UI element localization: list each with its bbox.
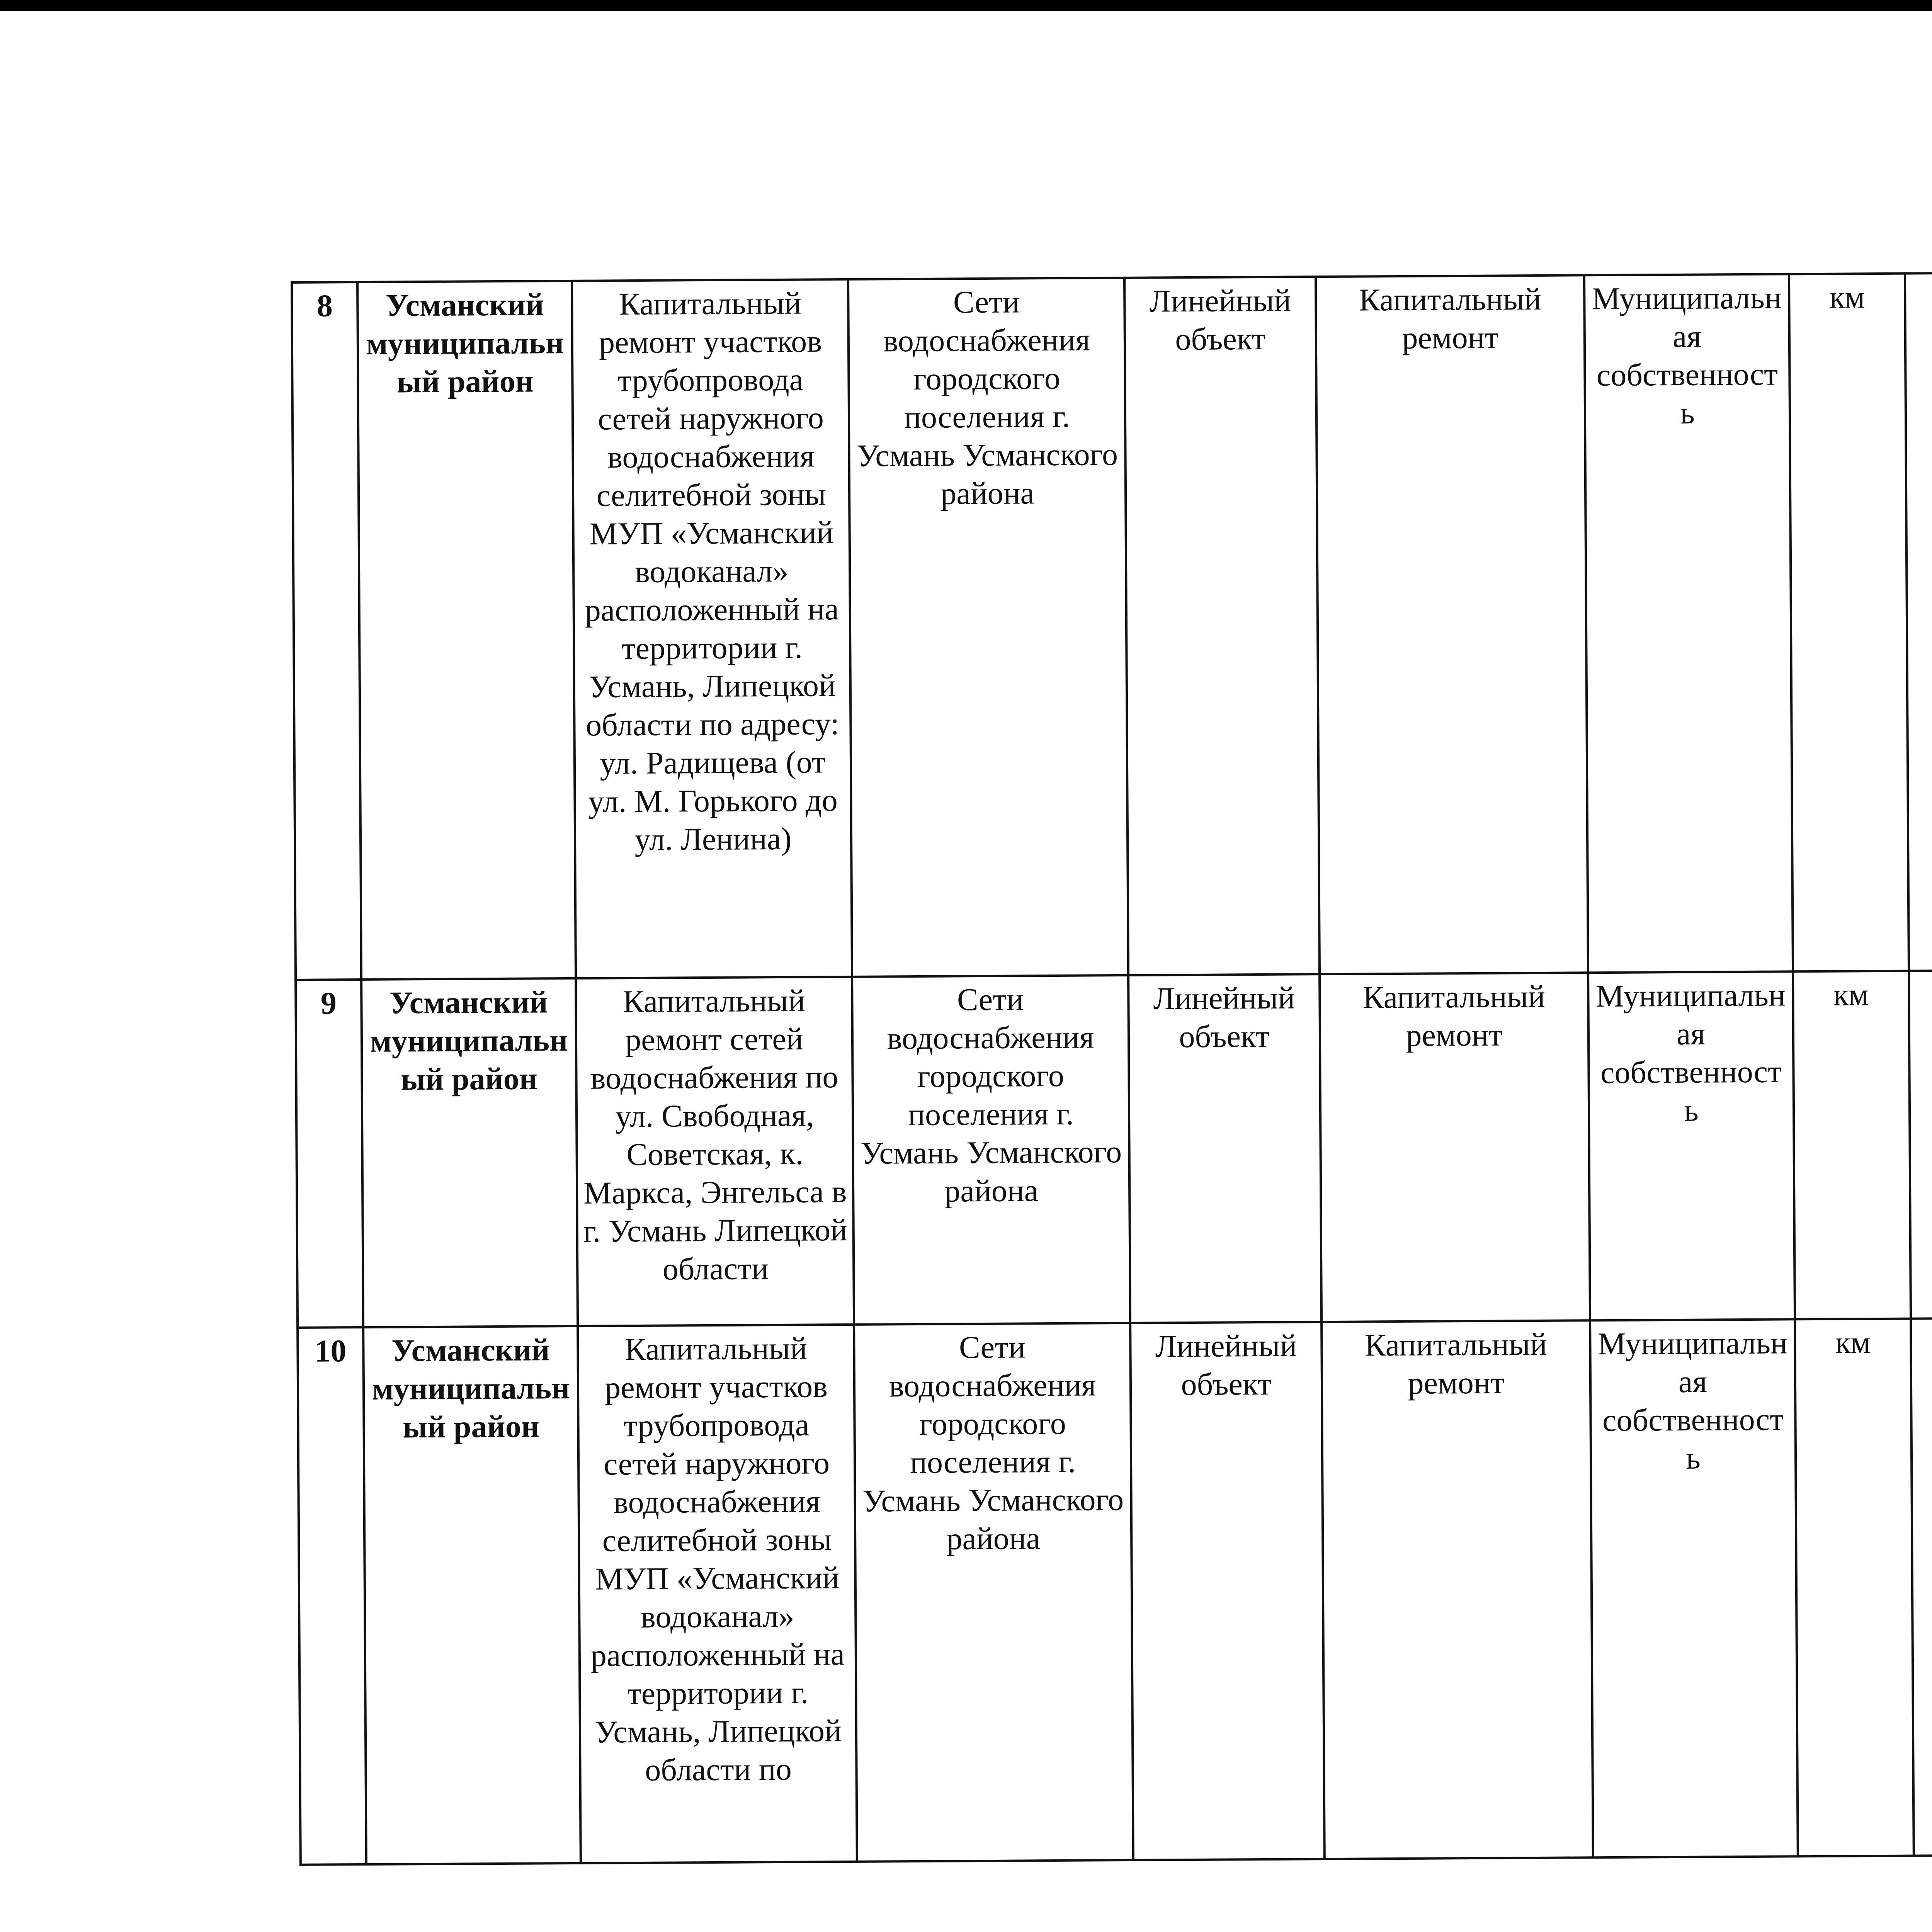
district-cell: Усманский муниципальный район — [363, 1326, 581, 1864]
event-name-cell: Капитальный ремонт участков трубопровода сетей наружного водоснабжения селитебной зоны МУП «Усманский водоканал» расположенный на территории г. Усмань, Липецкой области по — [578, 1325, 857, 1863]
capacity-cell — [1911, 1318, 1932, 1856]
capacity-cell — [1909, 970, 1932, 1319]
object-name-cell: Сети водоснабжения городского поселения г. Усмань Усманского района — [848, 278, 1128, 977]
works-registry-table — [291, 267, 1932, 1866]
unit-cell: км — [1789, 274, 1909, 972]
table-row — [292, 269, 1932, 980]
scan-border-top — [0, 0, 1932, 11]
table-row — [296, 966, 1932, 1328]
ownership-cell: Муниципальная собственность — [1588, 971, 1795, 1320]
district-cell: Усманский муниципальный район — [357, 281, 576, 980]
work-type-cell: Капитальный ремонт — [1316, 275, 1588, 974]
ownership-cell: Муниципальная собственность — [1584, 274, 1793, 973]
row-number-cell: 9 — [296, 980, 363, 1328]
unit-cell: км — [1795, 1319, 1914, 1857]
ownership-cell: Муниципальная собственность — [1590, 1319, 1798, 1857]
work-type-cell: Капитальный ремонт — [1320, 973, 1590, 1322]
object-type-cell: Линейный объект — [1130, 1322, 1325, 1860]
event-name-cell: Капитальный ремонт участков трубопровода сетей наружного водоснабжения селитебной зоны МУП «Усманский водоканал» расположенный на территории г. Усмань, Липецкой области по адресу: ул. Радищева (от ул. М. Горького до ул. Ленина) — [572, 279, 852, 978]
row-number-cell: 8 — [292, 282, 361, 980]
capacity-cell — [1905, 273, 1932, 971]
object-type-cell: Линейный объект — [1124, 277, 1320, 975]
work-type-cell: Капитальный ремонт — [1321, 1320, 1593, 1859]
object-type-cell: Линейный объект — [1128, 974, 1321, 1323]
row-number-cell: 10 — [298, 1327, 366, 1865]
district-cell: Усманский муниципальный район — [361, 978, 578, 1327]
object-name-cell: Сети водоснабжения городского поселения г. Усмань Усманского района — [854, 1323, 1133, 1862]
table-row — [298, 1314, 1932, 1865]
event-name-cell: Капитальный ремонт сетей водоснабжения по ул. Свободная, Советская, к. Маркса, Энгельса в г. Усмань Липецкой области — [576, 977, 854, 1326]
object-name-cell: Сети водоснабжения городского поселения г. Усмань Усманского района — [852, 975, 1130, 1325]
unit-cell: км — [1793, 971, 1911, 1320]
